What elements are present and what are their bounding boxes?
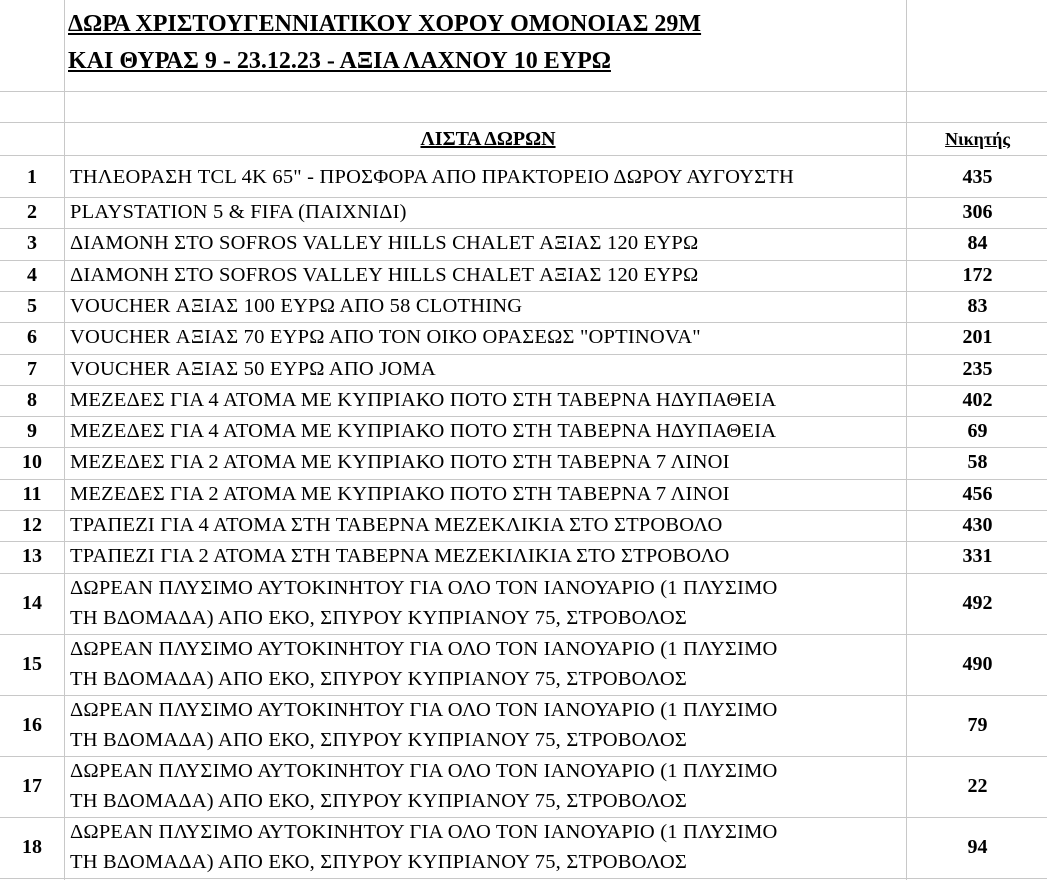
- grid-line: [0, 228, 1047, 229]
- grid-line: [0, 878, 1047, 879]
- grid-line: [0, 291, 1047, 292]
- table-row: [0, 817, 1047, 878]
- prize-description: [70, 756, 906, 817]
- prize-description: [70, 634, 906, 695]
- winner-ticket-number: 306: [962, 201, 993, 223]
- grid-line: [0, 510, 1047, 511]
- prize-description-line: ΔΩΡΕΑΝ ΠΛΥΣΙΜΟ ΑΥΤΟΚΙΝΗΤΟΥ ΓΙΑ ΟΛΟ ΤΟΝ ΙΑΝΟΥΑΡΙΟ (1 ΠΛΥΣΙΜΟ: [70, 820, 778, 843]
- prize-description: ΤΡΑΠΕΖΙ ΓΙΑ 4 ΑΤΟΜΑ ΣΤΗ ΤΑΒΕΡΝΑ ΜΕΖΕΚΛΙΚΙΑ ΣΤΟ ΣΤΡΟΒΟΛΟ: [70, 514, 723, 536]
- winner-ticket-number: 430: [962, 514, 993, 536]
- prize-description-line: ΤΗ ΒΔΟΜΑΔΑ) ΑΠΟ ΕΚΟ, ΣΠΥΡΟΥ ΚΥΠΡΙΑΝΟΥ 75, ΣΤΡΟΒΟΛΟΣ: [70, 729, 688, 752]
- winner-ticket-number: 456: [962, 482, 993, 505]
- table-row: [0, 756, 1047, 817]
- prize-description: [70, 817, 906, 878]
- winner-ticket-number: 172: [962, 263, 993, 286]
- grid-line: [0, 122, 1047, 123]
- grid-line: [0, 197, 1047, 198]
- winner-ticket-number: 201: [962, 326, 993, 349]
- grid-line: [0, 447, 1047, 448]
- grid-line: [0, 91, 1047, 92]
- winner-ticket-number: 69: [967, 420, 988, 443]
- prize-description: ΔΙΑΜΟΝΗ ΣΤΟ SOFROS VALLEY HILLS CHALET ΑΞΙΑΣ 120 ΕΥΡΩ: [70, 232, 699, 255]
- grid-line: [0, 322, 1047, 323]
- grid-line: [0, 756, 1047, 757]
- prize-description: VOUCHER ΑΞΙΑΣ 50 ΕΥΡΩ ΑΠΟ JOMA: [70, 357, 436, 380]
- row-number: 6: [27, 326, 37, 349]
- grid-line: [0, 260, 1047, 261]
- prize-description: ΜΕΖΕΔΕΣ ΓΙΑ 2 ΑΤΟΜΑ ΜΕ ΚΥΠΡΙΑΚΟ ΠΟΤΟ ΣΤΗ ΤΑΒΕΡΝΑ 7 ΛΙΝΟΙ: [70, 451, 730, 474]
- prize-list-header: ΛΙΣΤΑ ΔΩΡΩΝ: [420, 128, 556, 150]
- prize-description: [70, 695, 906, 756]
- grid-line: [0, 385, 1047, 386]
- table-row: [0, 634, 1047, 695]
- prize-description: ΜΕΖΕΔΕΣ ΓΙΑ 4 ΑΤΟΜΑ ΜΕ ΚΥΠΡΙΑΚΟ ΠΟΤΟ ΣΤΗ ΤΑΒΕΡΝΑ ΗΔΥΠΑΘΕΙΑ: [70, 388, 777, 411]
- row-number: 17: [22, 774, 42, 797]
- row-number: 4: [27, 263, 37, 286]
- table-row: [0, 416, 1047, 447]
- prize-description: [70, 573, 906, 634]
- title-line-2: ΚΑΙ ΘΥΡΑΣ 9 - 23.12.23 - ΑΞΙΑ ΛΑΧΝΟΥ 10 ΕΥΡΩ: [68, 48, 611, 74]
- winner-ticket-number: 235: [962, 357, 993, 380]
- page-title: [68, 6, 908, 80]
- row-number: 8: [27, 388, 37, 411]
- grid-line: [0, 155, 1047, 156]
- row-number: 3: [27, 232, 37, 255]
- row-number: 10: [22, 451, 42, 474]
- row-number: 2: [27, 201, 37, 223]
- prize-description-line: ΤΗ ΒΔΟΜΑΔΑ) ΑΠΟ ΕΚΟ, ΣΠΥΡΟΥ ΚΥΠΡΙΑΝΟΥ 75, ΣΤΡΟΒΟΛΟΣ: [70, 851, 688, 874]
- winner-ticket-number: 84: [967, 232, 988, 255]
- row-number: 12: [22, 514, 42, 536]
- prize-description: ΜΕΖΕΔΕΣ ΓΙΑ 4 ΑΤΟΜΑ ΜΕ ΚΥΠΡΙΑΚΟ ΠΟΤΟ ΣΤΗ ΤΑΒΕΡΝΑ ΗΔΥΠΑΘΕΙΑ: [70, 420, 777, 443]
- table-row: [0, 510, 1047, 541]
- row-number: 13: [22, 545, 42, 568]
- table-row: [0, 695, 1047, 756]
- prize-description: ΤΗΛΕΟΡΑΣΗ TCL 4K 65" - ΠΡΟΣΦΟΡΑ ΑΠΟ ΠΡΑΚΤΟΡΕΙΟ ΔΩΡΟΥ ΑΥΓΟΥΣΤΗ: [70, 166, 794, 188]
- grid-line: [0, 354, 1047, 355]
- table-row: [0, 385, 1047, 416]
- row-number: 1: [27, 166, 37, 188]
- table-row: [0, 322, 1047, 353]
- grid-line: [0, 573, 1047, 574]
- prize-description-line: ΤΗ ΒΔΟΜΑΔΑ) ΑΠΟ ΕΚΟ, ΣΠΥΡΟΥ ΚΥΠΡΙΑΝΟΥ 75, ΣΤΡΟΒΟΛΟΣ: [70, 668, 688, 691]
- table-row: [0, 447, 1047, 478]
- winner-ticket-number: 22: [967, 774, 988, 797]
- row-number: 18: [22, 835, 42, 858]
- winner-ticket-number: 492: [962, 591, 993, 614]
- row-number: 5: [27, 294, 37, 317]
- prize-description-line: ΔΩΡΕΑΝ ΠΛΥΣΙΜΟ ΑΥΤΟΚΙΝΗΤΟΥ ΓΙΑ ΟΛΟ ΤΟΝ ΙΑΝΟΥΑΡΙΟ (1 ΠΛΥΣΙΜΟ: [70, 576, 778, 599]
- winner-column-header: Νικητής: [945, 129, 1010, 149]
- prize-description: ΤΡΑΠΕΖΙ ΓΙΑ 2 ΑΤΟΜΑ ΣΤΗ ΤΑΒΕΡΝΑ ΜΕΖΕΚΙΛΙΚΙΑ ΣΤΟ ΣΤΡΟΒΟΛΟ: [70, 545, 730, 568]
- grid-line: [0, 479, 1047, 480]
- winner-ticket-number: 83: [967, 294, 988, 317]
- row-number: 9: [27, 420, 37, 443]
- prize-description: ΔΙΑΜΟΝΗ ΣΤΟ SOFROS VALLEY HILLS CHALET ΑΞΙΑΣ 120 ΕΥΡΩ: [70, 263, 699, 286]
- winner-ticket-number: 58: [967, 451, 988, 474]
- prize-description: VOUCHER ΑΞΙΑΣ 70 ΕΥΡΩ ΑΠΟ ΤΟΝ ΟΙΚΟ ΟΡΑΣΕΩΣ "OPTINOVA": [70, 326, 701, 349]
- winner-ticket-number: 490: [962, 652, 993, 675]
- winner-ticket-number: 435: [962, 166, 993, 188]
- table-row: [0, 354, 1047, 385]
- table-row: [0, 260, 1047, 291]
- table-row: [0, 228, 1047, 259]
- prize-description-line: ΔΩΡΕΑΝ ΠΛΥΣΙΜΟ ΑΥΤΟΚΙΝΗΤΟΥ ΓΙΑ ΟΛΟ ΤΟΝ ΙΑΝΟΥΑΡΙΟ (1 ΠΛΥΣΙΜΟ: [70, 698, 778, 721]
- winner-ticket-number: 402: [962, 388, 993, 411]
- table-row: [0, 291, 1047, 322]
- table-row: [0, 157, 1047, 197]
- prize-description-line: ΤΗ ΒΔΟΜΑΔΑ) ΑΠΟ ΕΚΟ, ΣΠΥΡΟΥ ΚΥΠΡΙΑΝΟΥ 75, ΣΤΡΟΒΟΛΟΣ: [70, 790, 688, 813]
- winner-ticket-number: 79: [967, 713, 988, 736]
- row-number: 11: [22, 482, 42, 505]
- prize-description-line: ΤΗ ΒΔΟΜΑΔΑ) ΑΠΟ ΕΚΟ, ΣΠΥΡΟΥ ΚΥΠΡΙΑΝΟΥ 75, ΣΤΡΟΒΟΛΟΣ: [70, 607, 688, 630]
- table-row: [0, 197, 1047, 228]
- table-row: [0, 479, 1047, 510]
- prize-description-line: ΔΩΡΕΑΝ ΠΛΥΣΙΜΟ ΑΥΤΟΚΙΝΗΤΟΥ ΓΙΑ ΟΛΟ ΤΟΝ ΙΑΝΟΥΑΡΙΟ (1 ΠΛΥΣΙΜΟ: [70, 759, 778, 782]
- row-number: 7: [27, 357, 37, 380]
- title-line-1: ΔΩΡΑ ΧΡΙΣΤΟΥΓΕΝΝΙΑΤΙΚΟΥ ΧΟΡΟΥ ΟΜΟΝΟΙΑΣ 29Μ: [68, 11, 702, 37]
- row-number: 14: [22, 591, 42, 614]
- winner-ticket-number: 331: [962, 545, 993, 568]
- prize-description: ΜΕΖΕΔΕΣ ΓΙΑ 2 ΑΤΟΜΑ ΜΕ ΚΥΠΡΙΑΚΟ ΠΟΤΟ ΣΤΗ ΤΑΒΕΡΝΑ 7 ΛΙΝΟΙ: [70, 482, 730, 505]
- prize-description: VOUCHER ΑΞΙΑΣ 100 ΕΥΡΩ ΑΠΟ 58 CLOTHING: [70, 294, 523, 317]
- table-row: [0, 541, 1047, 572]
- prize-description-line: ΔΩΡΕΑΝ ΠΛΥΣΙΜΟ ΑΥΤΟΚΙΝΗΤΟΥ ΓΙΑ ΟΛΟ ΤΟΝ ΙΑΝΟΥΑΡΙΟ (1 ΠΛΥΣΙΜΟ: [70, 637, 778, 660]
- grid-line: [0, 634, 1047, 635]
- row-number: 15: [22, 652, 42, 675]
- prize-description: PLAYSTATION 5 & FIFA (ΠΑΙΧΝΙΔΙ): [70, 201, 407, 223]
- grid-line: [0, 416, 1047, 417]
- winner-ticket-number: 94: [967, 835, 988, 858]
- table-row: [0, 573, 1047, 634]
- grid-line: [0, 817, 1047, 818]
- grid-line: [0, 541, 1047, 542]
- grid-line: [0, 695, 1047, 696]
- row-number: 16: [22, 713, 42, 736]
